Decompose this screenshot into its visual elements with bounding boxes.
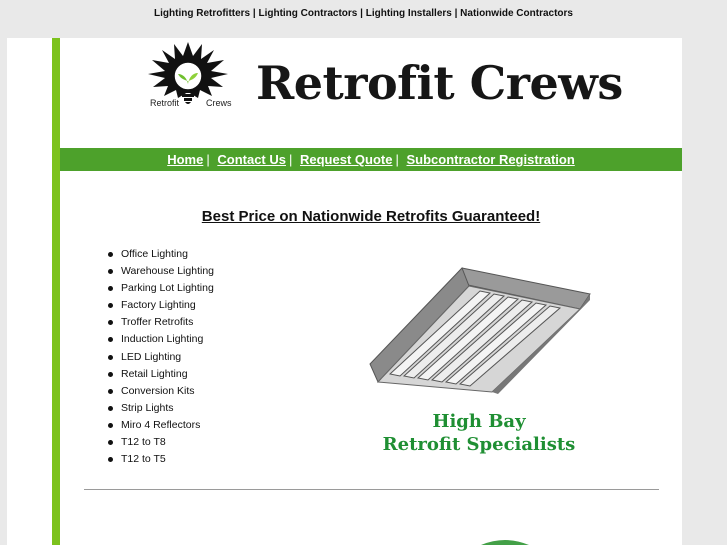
headline: Best Price on Nationwide Retrofits Guaranteed! <box>201 208 541 225</box>
high-bay-fixture-image <box>362 264 592 394</box>
logo-right-word: Crews <box>206 98 232 108</box>
list-item: Miro 4 Reflectors <box>108 417 214 434</box>
promo-line-1: High Bay <box>432 411 526 432</box>
top-banner: Lighting Retrofitters | Lighting Contractors | Lighting Installers | Nationwide Contractors <box>154 8 573 19</box>
list-item: LED Lighting <box>108 349 214 366</box>
promo-line-2: Retrofit Specialists <box>382 434 576 455</box>
list-item: Parking Lot Lighting <box>108 280 214 297</box>
divider <box>84 489 659 490</box>
logo-left-word: Retrofit <box>150 98 180 108</box>
list-item: Retail Lighting <box>108 366 214 383</box>
list-item: Warehouse Lighting <box>108 263 214 280</box>
nav-separator: | <box>206 152 210 167</box>
page-container <box>7 38 682 545</box>
list-item: T12 to T8 <box>108 434 214 451</box>
list-item: Strip Lights <box>108 400 214 417</box>
list-item: Conversion Kits <box>108 383 214 400</box>
green-graphic-partial <box>475 538 535 545</box>
promo-text <box>367 410 591 456</box>
nav-home-link[interactable]: Home <box>167 152 204 167</box>
nav-request-quote-link[interactable]: Request Quote <box>300 152 393 167</box>
nav-separator: | <box>395 152 399 167</box>
nav-separator: | <box>288 152 293 167</box>
list-item: Factory Lighting <box>108 297 214 314</box>
nav-subcontractor-registration-link[interactable]: Subcontractor Registration <box>406 152 575 167</box>
left-accent-bar <box>52 38 60 545</box>
brand-title[interactable]: Retrofit Crews <box>256 56 623 110</box>
list-item: Office Lighting <box>108 246 214 263</box>
list-item: Troffer Retrofits <box>108 314 214 331</box>
logo[interactable] <box>140 40 236 112</box>
main-nav <box>60 148 682 171</box>
nav-contact-link[interactable]: Contact Us <box>217 152 286 167</box>
feature-list <box>108 246 214 468</box>
list-item: Induction Lighting <box>108 331 214 348</box>
list-item: T12 to T5 <box>108 451 214 468</box>
